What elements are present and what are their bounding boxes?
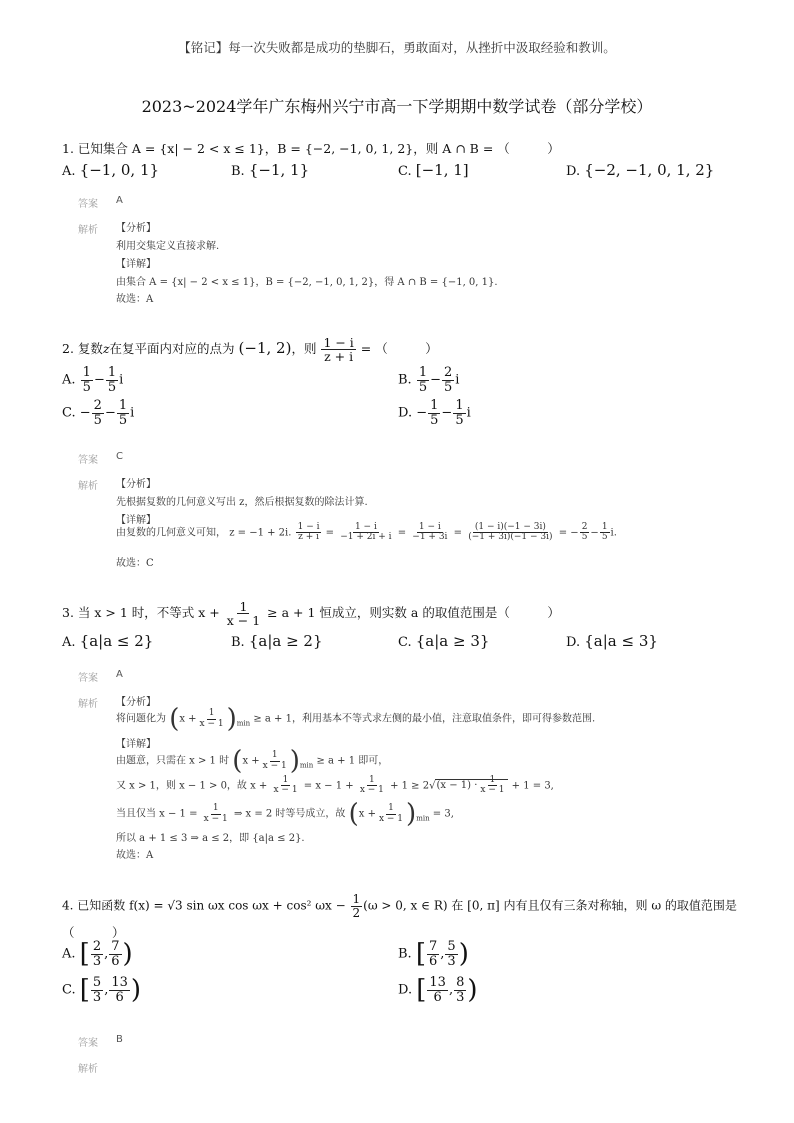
denominator: 3 bbox=[92, 953, 102, 969]
numerator: 1 bbox=[282, 775, 289, 785]
operator: − bbox=[570, 527, 579, 539]
denominator: 3 bbox=[447, 953, 456, 969]
q1-stem bbox=[62, 139, 560, 157]
q3-number: 3. bbox=[62, 605, 74, 621]
q3-sol-text: 当且仅当 x − 1 = bbox=[116, 808, 198, 820]
q3-sol-line bbox=[116, 776, 554, 796]
numerator: 2 bbox=[93, 398, 102, 413]
q3-sol-text: ≥ a + 1 即可， bbox=[316, 755, 389, 767]
numerator: 1 bbox=[455, 398, 464, 413]
q1-option-c-value: [−1, 1] bbox=[415, 161, 469, 179]
q2-text: 在复平面内对应的点为 bbox=[109, 341, 235, 357]
q2-point: (−1, 2) bbox=[238, 339, 292, 358]
q4-analysis-label: 解析 bbox=[78, 1064, 98, 1075]
q1-sol-line: 利用交集定义直接求解. bbox=[116, 241, 220, 252]
q2-fraction bbox=[321, 336, 355, 363]
comma: , bbox=[448, 982, 454, 998]
q3-sol-text: = 3, bbox=[432, 808, 454, 820]
denominator: 2 bbox=[352, 905, 361, 920]
q4-text: (ω > 0, x ∈ R) 在 [0, π] 内有且仅有三条对称轴，则 ω 的取值范围是 bbox=[363, 898, 737, 913]
fraction bbox=[427, 976, 448, 1004]
q4-option-c bbox=[62, 976, 141, 1004]
bracket: [ bbox=[415, 939, 426, 970]
close-paren: ) bbox=[406, 799, 417, 829]
q2-option-c-label: C. bbox=[62, 405, 76, 421]
bracket: [ bbox=[79, 975, 90, 1006]
denominator: −1 + 2i + i bbox=[340, 532, 392, 543]
fraction bbox=[600, 523, 610, 543]
fraction bbox=[198, 709, 226, 729]
equals: = bbox=[325, 527, 335, 539]
q3-analysis-label: 解析 bbox=[78, 699, 98, 710]
q3-sol-text: + 1 ≥ 2 bbox=[390, 780, 430, 792]
q3-option-b bbox=[231, 632, 323, 650]
numerator: 1 bbox=[208, 708, 215, 719]
q3-answer-value: A bbox=[116, 669, 123, 680]
radicand-text: (x − 1) · bbox=[436, 780, 478, 792]
equals: = bbox=[558, 527, 568, 539]
q2-option-b bbox=[398, 366, 459, 394]
q3-answer-label: 答案 bbox=[78, 673, 98, 684]
numerator: 5 bbox=[92, 975, 102, 990]
denominator: 5 bbox=[581, 532, 588, 543]
fraction bbox=[272, 776, 300, 796]
q1-answer-value: A bbox=[116, 195, 123, 206]
numerator: 7 bbox=[111, 939, 120, 954]
q4-text: 已知函数 f(x) = √3 sin ωx cos ωx + cos² ωx − bbox=[77, 898, 346, 913]
q3-fraction bbox=[225, 600, 262, 627]
q2-option-b-fraction bbox=[442, 366, 454, 394]
denominator: 5 bbox=[107, 379, 117, 395]
q1-option-a-value: {−1, 0, 1} bbox=[79, 161, 160, 179]
denominator: 5 bbox=[455, 412, 464, 428]
q1-option-b bbox=[231, 161, 309, 179]
imaginary-unit: i bbox=[119, 372, 124, 388]
q1-option-c-label: C. bbox=[398, 164, 412, 179]
numerator: 1 − i bbox=[297, 522, 320, 532]
denominator: x − 1 bbox=[203, 813, 228, 824]
q2-option-b-label: B. bbox=[398, 372, 412, 388]
q1-number: 1. bbox=[62, 141, 74, 156]
q1-analysis-label: 解析 bbox=[78, 225, 98, 236]
denominator: z + i bbox=[298, 532, 319, 543]
operator: − bbox=[430, 372, 442, 388]
numerator: 1 bbox=[118, 398, 128, 413]
q2-text: ，则 bbox=[291, 341, 317, 357]
numerator: 1 bbox=[489, 775, 496, 785]
q4-option-c-label: C. bbox=[62, 982, 76, 998]
sqrt-radicand bbox=[435, 775, 508, 796]
fraction bbox=[296, 523, 322, 543]
denominator: 5 bbox=[430, 412, 439, 428]
fraction bbox=[91, 940, 103, 968]
q2-sol-text: 由复数的几何意义可知， bbox=[116, 527, 226, 539]
numerator: 1 − i bbox=[354, 522, 377, 532]
fraction bbox=[261, 751, 289, 771]
q3-option-a-value: {a|a ≤ 2} bbox=[79, 632, 154, 650]
q4-answer-value: B bbox=[116, 1034, 123, 1045]
denominator: 3 bbox=[92, 989, 102, 1005]
sqrt-sign: √ bbox=[429, 780, 436, 792]
q1-sol-analysis-head: 【分析】 bbox=[116, 223, 156, 234]
q1-sol-line: 由集合 A = {x| − 2 < x ≤ 1}，B = {−2, −1, 0, 1, 2}，得 A ∩ B = {−1, 0, 1}. bbox=[116, 277, 498, 288]
fraction bbox=[427, 940, 439, 968]
fraction bbox=[454, 976, 466, 1004]
q1-option-d bbox=[566, 161, 714, 179]
numerator: 8 bbox=[456, 975, 465, 990]
q1-answer-label: 答案 bbox=[78, 199, 98, 210]
numerator: 2 bbox=[92, 939, 102, 954]
numerator: 1 bbox=[352, 892, 361, 906]
numerator: 1 bbox=[271, 750, 278, 761]
numerator: 5 bbox=[447, 939, 456, 954]
operator: − bbox=[441, 405, 453, 421]
q3-sol-line: 所以 a + 1 ≤ 3 ⇒ a ≤ 2，即 {a|a ≤ 2}. bbox=[116, 833, 305, 844]
q3-option-d bbox=[566, 632, 658, 650]
imaginary-unit: i. bbox=[610, 527, 617, 539]
q3-option-a-label: A. bbox=[62, 635, 76, 650]
q3-sol-text: ≥ a + 1，利用基本不等式求左侧的最小值，注意取值条件，即可得参数范围. bbox=[253, 713, 596, 725]
q4-option-b bbox=[398, 940, 469, 968]
denominator: 5 bbox=[444, 379, 453, 395]
q3-option-c-label: C. bbox=[398, 635, 412, 650]
q2-answer-value: C bbox=[116, 451, 123, 462]
open-paren: ( bbox=[348, 799, 359, 829]
numerator: 13 bbox=[429, 975, 446, 990]
q3-stem bbox=[62, 600, 560, 627]
numerator: 2 bbox=[444, 365, 453, 380]
q3-sol-expr: x + bbox=[179, 713, 197, 725]
denominator: −1 + 3i bbox=[412, 532, 448, 543]
bracket: ) bbox=[130, 975, 142, 1006]
q2-option-c-fraction bbox=[117, 399, 129, 427]
q3-sol-text: 又 x > 1，则 x − 1 > 0，故 x + bbox=[116, 780, 268, 792]
numerator: 2 bbox=[581, 522, 588, 532]
q3-option-d-label: D. bbox=[566, 635, 581, 650]
q3-text: 当 x > 1 时，不等式 x + bbox=[77, 605, 220, 621]
equals: = bbox=[453, 527, 463, 539]
q4-option-a bbox=[62, 940, 133, 968]
q2-sol-conclusion: 故选：C bbox=[116, 558, 154, 569]
denominator: x − 1 bbox=[199, 718, 224, 729]
numerator: 1 − i bbox=[418, 522, 441, 532]
q2-sol-detail-head: 【详解】 bbox=[116, 515, 156, 526]
denominator: 6 bbox=[115, 989, 124, 1005]
q3-option-c bbox=[398, 632, 489, 650]
q2-answer-label: 答案 bbox=[78, 455, 98, 466]
q3-option-d-value: {a|a ≤ 3} bbox=[584, 632, 658, 650]
q2-option-d bbox=[398, 399, 471, 427]
q3-sol-detail-head: 【详解】 bbox=[116, 739, 156, 750]
imaginary-unit: i bbox=[466, 405, 471, 421]
q2-sol-analysis-head: 【分析】 bbox=[116, 479, 156, 490]
numerator: 1 bbox=[107, 365, 117, 380]
numerator: 1 bbox=[368, 775, 375, 785]
q3-sol-text: 由题意，只需在 x > 1 时 bbox=[116, 755, 230, 767]
q1-option-a bbox=[62, 161, 159, 179]
q4-option-a-label: A. bbox=[62, 946, 76, 962]
q3-sol-text: = x − 1 + bbox=[303, 780, 354, 792]
q2-fraction-den: z + i bbox=[324, 349, 354, 365]
denominator: x − 1 bbox=[480, 785, 505, 796]
imaginary-unit: i bbox=[130, 405, 135, 421]
min-subscript: min bbox=[299, 761, 314, 770]
q2-option-d-label: D. bbox=[398, 405, 413, 421]
close-paren: ) bbox=[226, 704, 237, 734]
q1-text: 已知集合 A = {x| − 2 < x ≤ 1}，B = {−2, −1, 0, 1, 2}，则 A ∩ B = （ ） bbox=[77, 141, 560, 156]
fraction bbox=[338, 523, 393, 543]
q3-sol-line bbox=[116, 748, 388, 774]
operator: − bbox=[416, 405, 428, 421]
q1-option-b-value: {−1, 1} bbox=[248, 161, 310, 179]
q3-fraction-den: x − 1 bbox=[226, 613, 261, 629]
q3-option-c-value: {a|a ≥ 3} bbox=[415, 632, 490, 650]
denominator: 5 bbox=[418, 379, 428, 395]
numerator: 1 bbox=[82, 365, 91, 380]
q4-option-d bbox=[398, 976, 478, 1004]
bracket: [ bbox=[79, 939, 90, 970]
comma: , bbox=[104, 982, 109, 998]
denominator: x − 1 bbox=[359, 785, 384, 796]
q3-fraction-num: 1 bbox=[239, 599, 248, 614]
q3-sol-expr: x + bbox=[242, 755, 260, 767]
q2-number: 2. bbox=[62, 341, 74, 357]
numerator: 1 bbox=[212, 803, 219, 814]
fraction bbox=[202, 804, 230, 824]
q2-var-z: z bbox=[102, 341, 110, 357]
q2-option-a bbox=[62, 366, 123, 394]
q2-text: = （ ） bbox=[360, 341, 438, 357]
exam-title: 2023~2024学年广东梅州兴宁市高一下学期期中数学试卷（部分学校） bbox=[141, 97, 653, 116]
q2-option-a-fraction bbox=[106, 366, 118, 394]
operator: − bbox=[104, 405, 116, 421]
q3-sol-text: + 1 = 3, bbox=[511, 780, 554, 792]
operator: − bbox=[590, 527, 599, 539]
open-paren: ( bbox=[232, 746, 243, 776]
numerator: (1 − i)(−1 − 3i) bbox=[474, 522, 546, 532]
q1-option-a-label: A. bbox=[62, 164, 76, 179]
bracket: ) bbox=[467, 975, 478, 1006]
q1-sol-detail-head: 【详解】 bbox=[116, 259, 156, 270]
fraction bbox=[109, 976, 130, 1004]
denominator: 5 bbox=[118, 412, 128, 428]
q4-number: 4. bbox=[62, 898, 74, 913]
q3-sol-expr: x + bbox=[358, 808, 376, 820]
fraction bbox=[109, 940, 121, 968]
q2-analysis-label: 解析 bbox=[78, 481, 98, 492]
denominator: 5 bbox=[601, 532, 608, 543]
q1-option-d-label: D. bbox=[566, 164, 581, 179]
q2-option-c bbox=[62, 399, 134, 427]
q3-sol-line bbox=[116, 706, 595, 732]
q3-sol-line bbox=[116, 801, 454, 827]
q3-option-b-value: {a|a ≥ 2} bbox=[248, 632, 323, 650]
operator: − bbox=[79, 405, 91, 421]
q4-option-d-label: D. bbox=[398, 982, 413, 998]
comma: , bbox=[104, 946, 109, 962]
q4-option-b-label: B. bbox=[398, 946, 412, 962]
q3-option-a bbox=[62, 632, 153, 650]
q2-text: 复数 bbox=[77, 341, 103, 357]
motto-banner: 【铭记】每一次失败都是成功的垫脚石，勇敢面对，从挫折中汲取经验和教训。 bbox=[178, 40, 616, 55]
numerator: 1 bbox=[601, 522, 608, 532]
q2-option-d-fraction bbox=[428, 399, 440, 427]
denominator: x − 1 bbox=[273, 785, 298, 796]
fraction bbox=[478, 776, 506, 796]
q1-option-c bbox=[398, 161, 469, 179]
fraction bbox=[91, 976, 103, 1004]
denominator: 6 bbox=[111, 953, 120, 969]
q2-stem bbox=[62, 336, 438, 363]
min-subscript: min bbox=[236, 719, 251, 728]
min-subscript: min bbox=[416, 814, 430, 823]
q4-half-fraction bbox=[351, 893, 363, 919]
q3-sol-text: 将问题化为 bbox=[116, 713, 166, 725]
q3-sol-text: ⇒ x = 2 时等号成立，故 bbox=[233, 808, 346, 820]
q4-stem bbox=[62, 893, 737, 919]
q1-option-b-label: B. bbox=[231, 164, 245, 179]
numerator: 1 bbox=[388, 803, 394, 814]
bracket: ) bbox=[458, 939, 469, 970]
comma: , bbox=[440, 946, 445, 962]
close-paren: ) bbox=[289, 746, 300, 776]
bracket: ) bbox=[122, 939, 133, 970]
fraction bbox=[466, 523, 554, 543]
q2-option-c-fraction bbox=[92, 399, 104, 427]
numerator: 7 bbox=[428, 939, 438, 954]
q2-sol-z: z = −1 + 2i. bbox=[229, 527, 292, 539]
operator: − bbox=[93, 372, 105, 388]
q3-text: ≥ a + 1 恒成立，则实数 a 的取值范围是（ ） bbox=[267, 605, 560, 621]
q3-sol-conclusion: 故选：A bbox=[116, 850, 154, 861]
fraction bbox=[377, 804, 405, 824]
denominator: 6 bbox=[433, 989, 442, 1005]
q2-option-a-fraction bbox=[81, 366, 93, 394]
denominator: x − 1 bbox=[378, 813, 404, 824]
denominator: 5 bbox=[93, 412, 102, 428]
numerator: 13 bbox=[111, 975, 128, 990]
denominator: x − 1 bbox=[262, 760, 287, 771]
q4-stem-cont: （ ） bbox=[62, 925, 125, 940]
numerator: 1 bbox=[418, 365, 428, 380]
denominator: (−1 + 3i)(−1 − 3i) bbox=[468, 532, 553, 543]
q4-answer-label: 答案 bbox=[78, 1038, 98, 1049]
q3-sol-analysis-head: 【分析】 bbox=[116, 697, 156, 708]
denominator: 5 bbox=[82, 379, 91, 395]
fraction bbox=[580, 523, 590, 543]
q2-sol-line: 先根据复数的几何意义写出 z，然后根据复数的除法计算. bbox=[116, 497, 368, 508]
numerator: 1 bbox=[430, 398, 439, 413]
bracket: [ bbox=[416, 975, 427, 1006]
q1-option-d-value: {−2, −1, 0, 1, 2} bbox=[584, 161, 715, 179]
denominator: 3 bbox=[456, 989, 465, 1005]
q1-sol-conclusion: 故选：A bbox=[116, 294, 154, 305]
q2-option-d-fraction bbox=[453, 399, 465, 427]
open-paren: ( bbox=[169, 704, 180, 734]
q2-option-a-label: A. bbox=[62, 372, 76, 388]
imaginary-unit: i bbox=[455, 372, 460, 388]
q3-option-b-label: B. bbox=[231, 635, 245, 650]
fraction bbox=[445, 940, 457, 968]
q2-sol-equation bbox=[116, 523, 617, 543]
q2-option-b-fraction bbox=[417, 366, 429, 394]
denominator: 6 bbox=[428, 953, 438, 969]
equals: = bbox=[397, 527, 407, 539]
fraction bbox=[358, 776, 386, 796]
fraction bbox=[410, 523, 449, 543]
q2-fraction-num: 1 − i bbox=[323, 335, 354, 350]
